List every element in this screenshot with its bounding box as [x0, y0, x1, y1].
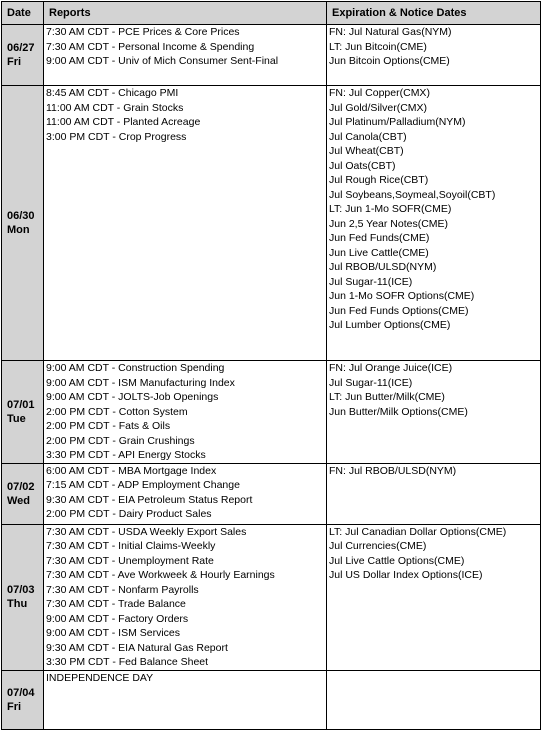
- weekday-label: Fri: [7, 700, 22, 713]
- report-item: 11:00 AM CDT - Planted Acreage: [46, 116, 201, 128]
- expiration-item: Jun 1-Mo SOFR Options(CME): [329, 290, 475, 302]
- expiration-item: FN: Jul RBOB/ULSD(NYM): [329, 464, 457, 477]
- expirations-cell: [327, 463, 541, 524]
- expiration-item: Jun Live Cattle(CME): [329, 246, 429, 259]
- date-label: 07/03: [7, 584, 35, 596]
- report-item: 2:00 PM CDT - Dairy Product Sales: [46, 508, 212, 520]
- report-item: 7:30 AM CDT - PCE Prices & Core Prices: [46, 26, 240, 38]
- expiration-item: Jul Canola(CBT): [329, 130, 407, 143]
- schedule-row: [2, 25, 541, 86]
- report-item: 9:00 AM CDT - ISM Services: [46, 627, 181, 639]
- reports-cell: [44, 86, 327, 361]
- date-label: 06/27: [7, 42, 35, 54]
- report-item: 9:00 AM CDT - Factory Orders: [46, 612, 189, 625]
- expirations-cell: [327, 524, 541, 670]
- expiration-item: LT: Jun 1-Mo SOFR(CME): [329, 203, 452, 215]
- report-item: 3:30 PM CDT - Fed Balance Sheet: [46, 656, 209, 668]
- date-cell: [2, 670, 44, 729]
- date-label: 07/02: [7, 480, 35, 493]
- reports-cell: [44, 524, 327, 670]
- expiration-item: Jun 2,5 Year Notes(CME): [329, 217, 449, 230]
- expirations-cell: [327, 361, 541, 464]
- report-item: 7:30 AM CDT - Personal Income & Spending: [46, 40, 255, 53]
- weekday-label: Wed: [7, 494, 31, 507]
- report-item: 8:45 AM CDT - Chicago PMI: [46, 87, 179, 99]
- expiration-item: Jul US Dollar Index Options(ICE): [329, 569, 483, 581]
- reports-cell: [44, 463, 327, 524]
- expiration-item: Jul RBOB/ULSD(NYM): [329, 261, 437, 273]
- expiration-item: LT: Jun Butter/Milk(CME): [329, 391, 445, 403]
- report-item: 7:30 AM CDT - USDA Weekly Export Sales: [46, 525, 247, 538]
- report-item: 3:30 PM CDT - API Energy Stocks: [46, 449, 206, 461]
- report-item: 7:30 AM CDT - Nonfarm Payrolls: [46, 583, 199, 596]
- expiration-item: LT: Jun Bitcoin(CME): [329, 40, 427, 53]
- report-item: 7:30 AM CDT - Trade Balance: [46, 598, 186, 610]
- schedule-row: [2, 463, 541, 524]
- expiration-column-header: Expiration & Notice Dates: [327, 2, 541, 25]
- report-item: 7:15 AM CDT - ADP Employment Change: [46, 479, 240, 491]
- expiration-item: Jul Platinum/Palladium(NYM): [329, 116, 466, 128]
- date-label: 07/04: [7, 686, 35, 699]
- report-item: 9:00 AM CDT - JOLTS-Job Openings: [46, 391, 219, 403]
- reports-cell: [44, 670, 327, 729]
- report-item: 6:00 AM CDT - MBA Mortgage Index: [46, 464, 217, 477]
- reports-cell: [44, 361, 327, 464]
- report-item: 7:30 AM CDT - Unemployment Rate: [46, 554, 214, 567]
- expiration-item: Jun Bitcoin Options(CME): [329, 55, 450, 67]
- schedule-row: [2, 86, 541, 361]
- expiration-item: Jul Live Cattle Options(CME): [329, 554, 465, 567]
- expiration-item: Jul Sugar-11(ICE): [329, 376, 413, 389]
- schedule-row: [2, 524, 541, 670]
- expiration-item: Jul Wheat(CBT): [329, 145, 404, 157]
- report-item: 3:00 PM CDT - Crop Progress: [46, 130, 187, 143]
- report-item: 9:00 AM CDT - Construction Spending: [46, 362, 225, 374]
- expiration-item: LT: Jul Canadian Dollar Options(CME): [329, 525, 507, 538]
- schedule-row: [2, 361, 541, 464]
- expiration-item: Jul Sugar-11(ICE): [329, 275, 413, 288]
- weekday-label: Thu: [7, 598, 28, 610]
- date-label: 07/01: [7, 398, 35, 411]
- reports-cell: [44, 25, 327, 86]
- date-cell: [2, 86, 44, 361]
- weekday-label: Fri: [7, 56, 22, 68]
- report-item: 9:30 AM CDT - EIA Natural Gas Report: [46, 641, 228, 654]
- date-cell: [2, 25, 44, 86]
- expiration-item: Jun Fed Funds(CME): [329, 232, 430, 244]
- reports-column-header: Reports: [44, 2, 327, 25]
- date-cell: [2, 524, 44, 670]
- date-cell: [2, 361, 44, 464]
- expiration-item: Jul Soybeans,Soymeal,Soyoil(CBT): [329, 188, 496, 201]
- expirations-cell: [327, 25, 541, 86]
- report-item: 9:30 AM CDT - EIA Petroleum Status Report: [46, 493, 253, 506]
- expiration-item: Jul Gold/Silver(CMX): [329, 101, 428, 114]
- expirations-cell: [327, 670, 541, 729]
- date-column-header: Date: [2, 2, 44, 25]
- expiration-item: FN: Jul Copper(CMX): [329, 87, 430, 99]
- weekday-label: Tue: [7, 412, 26, 425]
- expiration-item: Jul Rough Rice(CBT): [329, 174, 429, 186]
- report-item: 2:00 PM CDT - Grain Crushings: [46, 434, 195, 447]
- expiration-item: Jul Currencies(CME): [329, 540, 427, 552]
- expiration-item: Jul Oats(CBT): [329, 159, 396, 172]
- report-item: 9:00 AM CDT - ISM Manufacturing Index: [46, 376, 235, 389]
- schedule-row: [2, 670, 541, 729]
- report-item: 2:00 PM CDT - Cotton System: [46, 405, 188, 418]
- expirations-cell: [327, 86, 541, 361]
- report-item: 9:00 AM CDT - Univ of Mich Consumer Sent-Final: [46, 55, 279, 67]
- date-label: 06/30: [7, 210, 35, 222]
- report-item: 7:30 AM CDT - Ave Workweek & Hourly Earnings: [46, 569, 275, 581]
- report-item: INDEPENDENCE DAY: [46, 671, 154, 684]
- header-row: [2, 2, 541, 25]
- report-item: 11:00 AM CDT - Grain Stocks: [46, 101, 184, 114]
- expiration-item: FN: Jul Natural Gas(NYM): [329, 26, 452, 38]
- date-cell: [2, 463, 44, 524]
- expiration-item: Jun Butter/Milk Options(CME): [329, 405, 468, 418]
- weekday-label: Mon: [7, 224, 30, 236]
- expiration-item: Jul Lumber Options(CME): [329, 319, 451, 331]
- expiration-item: Jun Fed Funds Options(CME): [329, 304, 469, 317]
- expiration-item: FN: Jul Orange Juice(ICE): [329, 362, 453, 374]
- report-item: 7:30 AM CDT - Initial Claims-Weekly: [46, 540, 216, 552]
- report-item: 2:00 PM CDT - Fats & Oils: [46, 420, 171, 432]
- schedule-table: [1, 1, 541, 730]
